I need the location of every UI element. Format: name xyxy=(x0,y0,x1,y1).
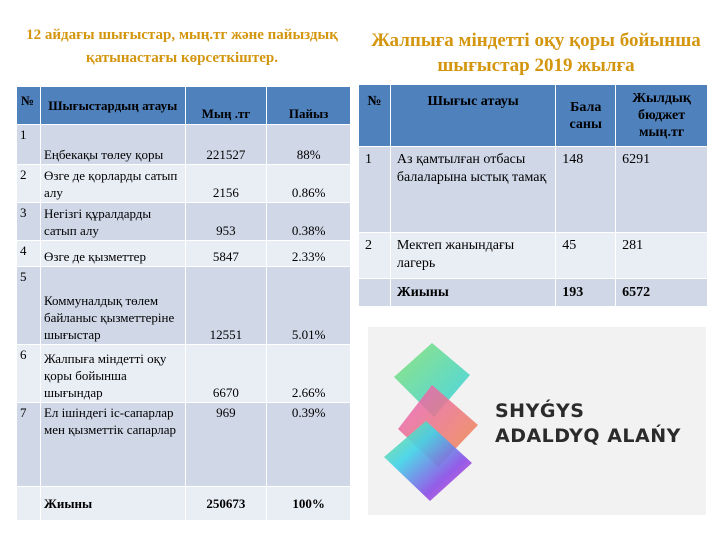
table-row xyxy=(17,203,351,241)
row-no: 6 xyxy=(17,345,41,403)
row-percent: 2.66% xyxy=(267,345,351,403)
row-amount: 969 xyxy=(185,403,267,487)
row-children: 45 xyxy=(556,233,616,279)
row-no: 2 xyxy=(359,233,391,279)
table-header-row xyxy=(359,85,708,147)
total-no-cell xyxy=(359,279,391,307)
row-amount: 6670 xyxy=(185,345,267,403)
row-name: Аз қамтылған отбасы балаларына ыстық тамақ xyxy=(390,147,555,233)
row-name: Мектеп жанындағы лагерь xyxy=(390,233,555,279)
table-row xyxy=(17,165,351,203)
table-row xyxy=(17,345,351,403)
table-header-row xyxy=(17,87,351,125)
row-children: 148 xyxy=(556,147,616,233)
row-name: Өзге де қорларды сатып алу xyxy=(40,165,185,203)
row-no: 7 xyxy=(17,403,41,487)
logo-card xyxy=(368,327,706,515)
row-percent: 0.86% xyxy=(267,165,351,203)
table-row xyxy=(359,233,708,279)
left-title: 12 айдағы шығыстар, мың.тг және пайыздық қатынастағы көрсеткіштер. xyxy=(26,27,338,66)
table-row xyxy=(359,147,708,233)
logo-wordmark xyxy=(495,399,681,449)
table-row xyxy=(17,403,351,487)
table-total-row xyxy=(359,279,708,307)
col-header-name: Шығыс атауы xyxy=(390,85,555,147)
row-no: 5 xyxy=(17,267,41,345)
row-percent: 88% xyxy=(267,125,351,165)
row-amount: 5847 xyxy=(185,241,267,267)
row-amount: 12551 xyxy=(185,267,267,345)
table-total-row xyxy=(17,487,351,521)
row-no: 4 xyxy=(17,241,41,267)
total-no-cell xyxy=(17,487,41,521)
row-percent: 2.33% xyxy=(267,241,351,267)
row-budget: 6291 xyxy=(616,147,708,233)
diamond-logo-icon xyxy=(380,339,488,504)
row-no: 1 xyxy=(17,125,41,165)
table-row xyxy=(17,267,351,345)
total-amount: 250673 xyxy=(185,487,267,521)
total-children: 193 xyxy=(556,279,616,307)
right-title: Жалпыға міндетті оқу қоры бойынша шығыстар 2019 жылға xyxy=(371,30,701,76)
row-name: Коммуналдық төлем байланыс қызметтеріне шығыстар xyxy=(40,267,185,345)
col-header-no: № xyxy=(17,87,41,125)
row-name: Жалпыға міндетті оқу қоры бойынша шығындар xyxy=(40,345,185,403)
row-amount: 953 xyxy=(185,203,267,241)
row-no: 2 xyxy=(17,165,41,203)
row-name: Өзге де қызметтер xyxy=(40,241,185,267)
total-budget: 6572 xyxy=(616,279,708,307)
col-header-no: № xyxy=(359,85,391,147)
row-no: 1 xyxy=(359,147,391,233)
row-no: 3 xyxy=(17,203,41,241)
col-header-budget: Жылдық бюджет мың.тг xyxy=(616,85,708,147)
row-budget: 281 xyxy=(616,233,708,279)
fund-expenses-table xyxy=(358,84,708,307)
logo-line-2: ADALDYQ ALAŃY xyxy=(495,425,681,447)
col-header-children: Бала саны xyxy=(556,85,616,147)
total-percent: 100% xyxy=(267,487,351,521)
row-name: Негізгі құралдарды сатып алу xyxy=(40,203,185,241)
col-header-percent: Пайыз xyxy=(267,87,351,125)
row-name: Ел ішіндегі іс-сапарлар мен қызметтік сапарлар xyxy=(40,403,185,487)
row-percent: 0.39% xyxy=(267,403,351,487)
table-row xyxy=(17,241,351,267)
col-header-amount: Мың .тг xyxy=(185,87,267,125)
table-row xyxy=(17,125,351,165)
row-amount: 2156 xyxy=(185,165,267,203)
total-label: Жиыны xyxy=(390,279,555,307)
col-header-name: Шығыстардың атауы xyxy=(40,87,185,125)
total-label: Жиыны xyxy=(40,487,185,521)
logo-line-1: SHYǴYS xyxy=(495,400,585,422)
expenses-table xyxy=(16,86,351,521)
row-percent: 0.38% xyxy=(267,203,351,241)
row-name: Еңбекақы төлеу қоры xyxy=(40,125,185,165)
row-percent: 5.01% xyxy=(267,267,351,345)
row-amount: 221527 xyxy=(185,125,267,165)
